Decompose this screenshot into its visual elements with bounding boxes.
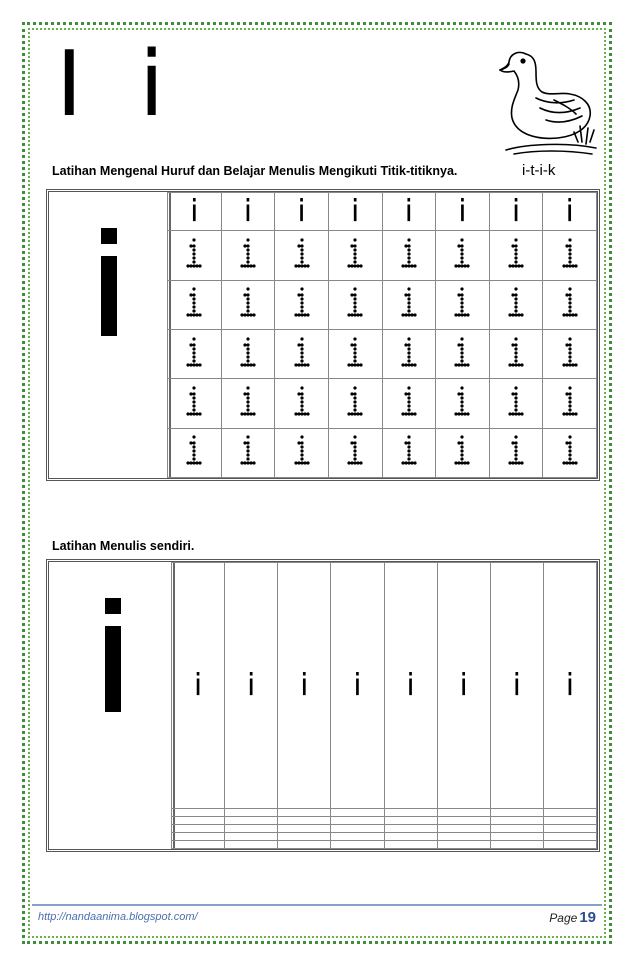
dotted-letter-i (451, 384, 473, 418)
instruction-free-writing: Latihan Menulis sendiri. (52, 539, 195, 553)
model-letter-cell: i (331, 563, 384, 809)
tracing-cell (382, 231, 436, 280)
writing-cell[interactable] (278, 817, 331, 825)
writing-cell[interactable] (331, 809, 384, 817)
writing-cell[interactable] (278, 833, 331, 841)
writing-cell[interactable] (172, 817, 225, 825)
writing-row (172, 817, 597, 825)
writing-cell[interactable] (172, 825, 225, 833)
model-letter-row (168, 193, 597, 231)
tracing-cell (168, 329, 222, 378)
writing-cell[interactable] (225, 833, 278, 841)
dotted-letter-i (559, 335, 581, 369)
tracing-cell (168, 280, 222, 329)
tracing-cell (436, 379, 490, 428)
dotted-letter-i (344, 335, 366, 369)
tracing-cell (543, 329, 597, 378)
dotted-letter-i (451, 236, 473, 270)
tracing-cell (543, 428, 597, 477)
dotted-letter-i (183, 236, 205, 270)
dotted-letter-i (237, 433, 259, 467)
writing-cell[interactable] (490, 825, 543, 833)
dotted-letter-i (398, 285, 420, 319)
dotted-letter-i (451, 285, 473, 319)
writing-row (172, 833, 597, 841)
writing-cell[interactable] (437, 841, 490, 849)
dotted-letter-i (183, 384, 205, 418)
dotted-letter-i (559, 384, 581, 418)
dotted-letter-i (237, 384, 259, 418)
page-number-value: 19 (579, 909, 596, 926)
model-letter-cell: i (168, 193, 222, 231)
big-letter-box (49, 562, 175, 849)
writing-cell[interactable] (384, 833, 437, 841)
dotted-letter-i (183, 335, 205, 369)
model-letter-cell: i (384, 563, 437, 809)
tracing-worksheet (46, 189, 600, 481)
page-label: Page (549, 911, 578, 925)
writing-cell[interactable] (437, 817, 490, 825)
model-letter-cell: i (278, 563, 331, 809)
writing-cell[interactable] (437, 809, 490, 817)
dotted-letter-i (398, 236, 420, 270)
writing-cell[interactable] (225, 825, 278, 833)
tracing-cell (543, 231, 597, 280)
footer-link[interactable]: http://nandaanima.blogspot.com/ (38, 911, 198, 923)
dotted-letter-i (237, 335, 259, 369)
big-letter-i (49, 562, 171, 849)
tracing-cell (489, 231, 543, 280)
dotted-letter-i (344, 285, 366, 319)
dotted-letter-i (183, 433, 205, 467)
footer-divider (32, 904, 602, 906)
tracing-cell (221, 280, 275, 329)
tracing-cell (275, 231, 329, 280)
dotted-letter-i (291, 433, 313, 467)
tracing-cell (543, 280, 597, 329)
tracing-cell (543, 379, 597, 428)
writing-cell[interactable] (225, 817, 278, 825)
dotted-letter-i (505, 433, 527, 467)
dotted-letter-i (344, 433, 366, 467)
writing-cell[interactable] (543, 833, 596, 841)
writing-cell[interactable] (490, 817, 543, 825)
writing-row (172, 841, 597, 849)
tracing-cell (436, 329, 490, 378)
writing-cell[interactable] (278, 825, 331, 833)
writing-cell[interactable] (490, 833, 543, 841)
writing-cell[interactable] (384, 825, 437, 833)
duck-caption: i-t-i-k (522, 162, 556, 179)
writing-cell[interactable] (278, 809, 331, 817)
writing-cell[interactable] (543, 825, 596, 833)
instruction-tracing: Latihan Mengenal Huruf dan Belajar Menulis Mengikuti Titik-titiknya. (52, 164, 458, 178)
tracing-cell (436, 280, 490, 329)
tracing-cell (382, 379, 436, 428)
tracing-row (168, 379, 597, 428)
tracing-cell (489, 329, 543, 378)
tracing-cell (275, 329, 329, 378)
free-writing-grid (171, 562, 597, 849)
tracing-cell (221, 231, 275, 280)
duck-icon (496, 42, 600, 160)
dotted-letter-i (344, 236, 366, 270)
model-letter-cell: i (436, 193, 490, 231)
dotted-letter-i (291, 335, 313, 369)
model-letter-cell: i (490, 563, 543, 809)
model-letter-row (172, 563, 597, 809)
tracing-cell (275, 428, 329, 477)
tracing-cell (436, 428, 490, 477)
writing-cell[interactable] (437, 825, 490, 833)
writing-cell[interactable] (172, 841, 225, 849)
dotted-letter-i (559, 236, 581, 270)
writing-cell[interactable] (225, 841, 278, 849)
tracing-cell (328, 280, 382, 329)
tracing-cell (221, 379, 275, 428)
tracing-row (168, 280, 597, 329)
tracing-row (168, 428, 597, 477)
writing-cell[interactable] (331, 841, 384, 849)
writing-cell[interactable] (384, 809, 437, 817)
tracing-cell (382, 428, 436, 477)
dotted-letter-i (291, 236, 313, 270)
tracing-cell (275, 280, 329, 329)
dotted-letter-i (505, 285, 527, 319)
dotted-letter-i (505, 236, 527, 270)
tracing-cell (436, 231, 490, 280)
tracing-cell (275, 379, 329, 428)
dotted-letter-i (237, 236, 259, 270)
dotted-letter-i (505, 335, 527, 369)
writing-cell[interactable] (437, 833, 490, 841)
model-letter-cell: i (437, 563, 490, 809)
model-letter-cell: i (382, 193, 436, 231)
writing-cell[interactable] (543, 841, 596, 849)
tracing-cell (382, 329, 436, 378)
model-letter-cell: i (543, 563, 596, 809)
model-letter-cell: i (221, 193, 275, 231)
writing-cell[interactable] (384, 817, 437, 825)
writing-cell[interactable] (172, 833, 225, 841)
writing-row (172, 809, 597, 817)
writing-cell[interactable] (278, 841, 331, 849)
tracing-cell (328, 379, 382, 428)
tracing-grid (167, 192, 597, 478)
dotted-letter-i (398, 384, 420, 418)
writing-cell[interactable] (225, 809, 278, 817)
tracing-row (168, 329, 597, 378)
dotted-letter-i (398, 335, 420, 369)
model-letter-cell: i (275, 193, 329, 231)
page-title: I i (56, 32, 179, 137)
writing-cell[interactable] (172, 809, 225, 817)
tracing-cell (489, 379, 543, 428)
big-letter-box (49, 192, 171, 478)
dotted-letter-i (451, 433, 473, 467)
tracing-cell (328, 329, 382, 378)
writing-cell[interactable] (490, 841, 543, 849)
writing-cell[interactable] (490, 809, 543, 817)
tracing-cell (221, 329, 275, 378)
writing-cell[interactable] (331, 825, 384, 833)
dotted-letter-i (291, 285, 313, 319)
model-letter-cell: i (225, 563, 278, 809)
dotted-letter-i (398, 433, 420, 467)
writing-cell[interactable] (331, 817, 384, 825)
tracing-row (168, 231, 597, 280)
dotted-letter-i (183, 285, 205, 319)
dotted-letter-i (237, 285, 259, 319)
free-writing-worksheet (46, 559, 600, 852)
writing-cell[interactable] (331, 833, 384, 841)
model-letter-cell: i (328, 193, 382, 231)
dotted-letter-i (451, 335, 473, 369)
dotted-letter-i (559, 285, 581, 319)
model-letter-cell: i (172, 563, 225, 809)
tracing-cell (221, 428, 275, 477)
dotted-letter-i (505, 384, 527, 418)
tracing-cell (168, 428, 222, 477)
writing-cell[interactable] (543, 809, 596, 817)
tracing-cell (489, 280, 543, 329)
dotted-letter-i (344, 384, 366, 418)
big-letter-i (49, 192, 167, 478)
tracing-cell (328, 231, 382, 280)
writing-cell[interactable] (384, 841, 437, 849)
model-letter-cell: i (489, 193, 543, 231)
tracing-cell (489, 428, 543, 477)
writing-row (172, 825, 597, 833)
model-letter-cell: i (543, 193, 597, 231)
dotted-letter-i (559, 433, 581, 467)
page-number (549, 909, 596, 926)
tracing-cell (168, 379, 222, 428)
writing-cell[interactable] (543, 817, 596, 825)
tracing-cell (168, 231, 222, 280)
tracing-cell (328, 428, 382, 477)
dotted-letter-i (291, 384, 313, 418)
tracing-cell (382, 280, 436, 329)
